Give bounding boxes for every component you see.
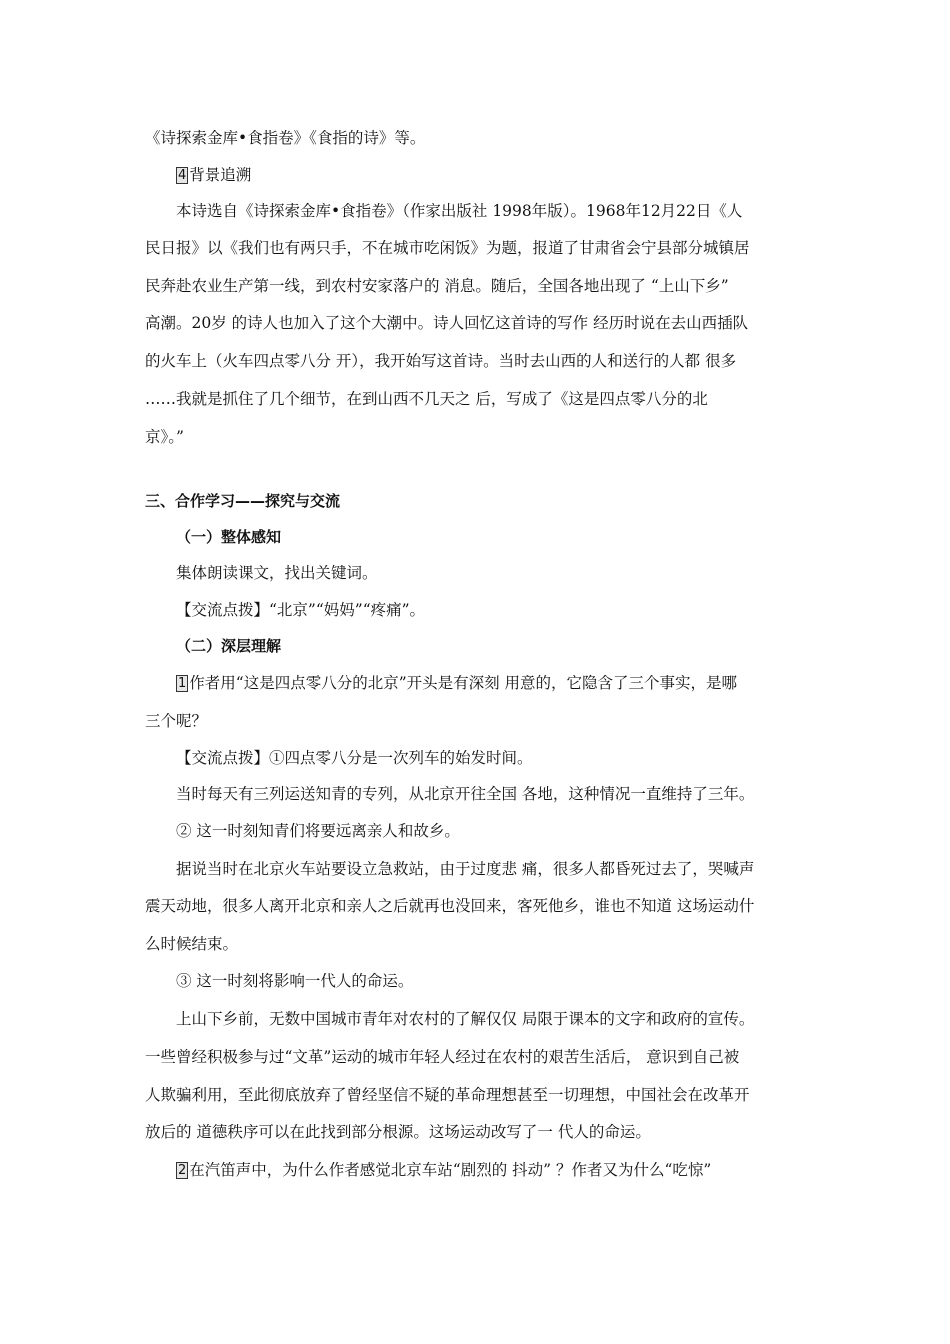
subheading-deep-understanding: （二）深层理解	[176, 637, 282, 655]
paragraph-line: 【交流点拨】“北京”“妈妈”“疼痛”。	[176, 601, 426, 619]
paragraph-line: ③ 这一时刻将影响一代人的命运。	[176, 972, 414, 990]
text-line: 《诗探索金库•食指卷》《食指的诗》等。	[145, 129, 426, 147]
paragraph-line: 民奔赴农业生产第一线，到农村安家落户的 消息。随后，全国各地出现了 “上山下乡”	[145, 277, 729, 295]
item-number-marker: 1	[178, 676, 187, 691]
paragraph-line: 当时每天有三列运送知青的专列，从北京开往全国 各地，这种情况一直维持了三年。	[176, 785, 755, 803]
question-2-line	[176, 1160, 825, 1180]
paragraph-line: 么时候结束。	[145, 935, 239, 953]
paragraph-line: 高潮。20岁 的诗人也加入了这个大潮中。诗人回忆这首诗的写作 经历时说在去山西插队	[145, 314, 749, 332]
paragraph-line: 本诗选自《诗探索金库•食指卷》（作家出版社 1998年版）。1968年12月22日《人	[176, 202, 743, 220]
section-heading-cooperative-learning: 三、合作学习——探究与交流	[145, 492, 341, 510]
question-text: 在汽笛声中，为什么作者感觉北京车站“剧烈的 抖动” ？作者又为什么“吃惊”	[189, 1161, 712, 1179]
question-1-line	[176, 673, 825, 693]
paragraph-line: 集体朗读课文，找出关键词。	[176, 564, 378, 582]
subheading-overall-perception: （一）整体感知	[176, 528, 282, 546]
section-heading-background	[176, 165, 825, 185]
paragraph-line: 京》。”	[145, 428, 184, 446]
item-number-marker: 2	[178, 1163, 187, 1178]
paragraph-line: ……我就是抓住了几个细节，在到山西不几天之 后，写成了《这是四点零八分的北	[145, 390, 708, 408]
paragraph-line: 上山下乡前，无数中国城市青年对农村的了解仅仅 局限于课本的文字和政府的宣传。	[176, 1010, 755, 1028]
paragraph-line: 一些曾经积极参与过“文革”运动的城市年轻人经过在农村的艰苦生活后， 意识到自己被	[145, 1048, 740, 1066]
item-number-marker: 4	[178, 168, 187, 183]
paragraph-line: 【交流点拨】①四点零八分是一次列车的始发时间。	[176, 749, 533, 767]
paragraph-line: 人欺骗利用，至此彻底放弃了曾经坚信不疑的革命理想甚至一切理想，中国社会在改革开	[145, 1086, 750, 1104]
paragraph-line: 三个呢？	[145, 712, 208, 730]
paragraph-line: 民日报》以《我们也有两只手，不在城市吃闲饭》为题，报道了甘肃省会宁县部分城镇居	[145, 239, 750, 257]
paragraph-line: 的火车上（火车四点零八分 开），我开始写这首诗。当时去山西的人和送行的人都 很多	[145, 352, 737, 370]
paragraph-line: 据说当时在北京火车站要设立急救站，由于过度悲 痛，很多人都昏死过去了，哭喊声	[176, 860, 755, 878]
paragraph-line: 放后的 道德秩序可以在此找到部分根源。这场运动改写了一 代人的命运。	[145, 1123, 651, 1141]
paragraph-line: ② 这一时刻知青们将要远离亲人和故乡。	[176, 822, 460, 840]
question-text: 作者用“这是四点零八分的北京”开头是有深刻 用意的，它隐含了三个事实，是哪	[189, 674, 738, 692]
section-heading-text: 背景追溯	[189, 166, 252, 184]
paragraph-line: 震天动地，很多人离开北京和亲人之后就再也没回来，客死他乡，谁也不知道 这场运动什	[145, 897, 755, 915]
